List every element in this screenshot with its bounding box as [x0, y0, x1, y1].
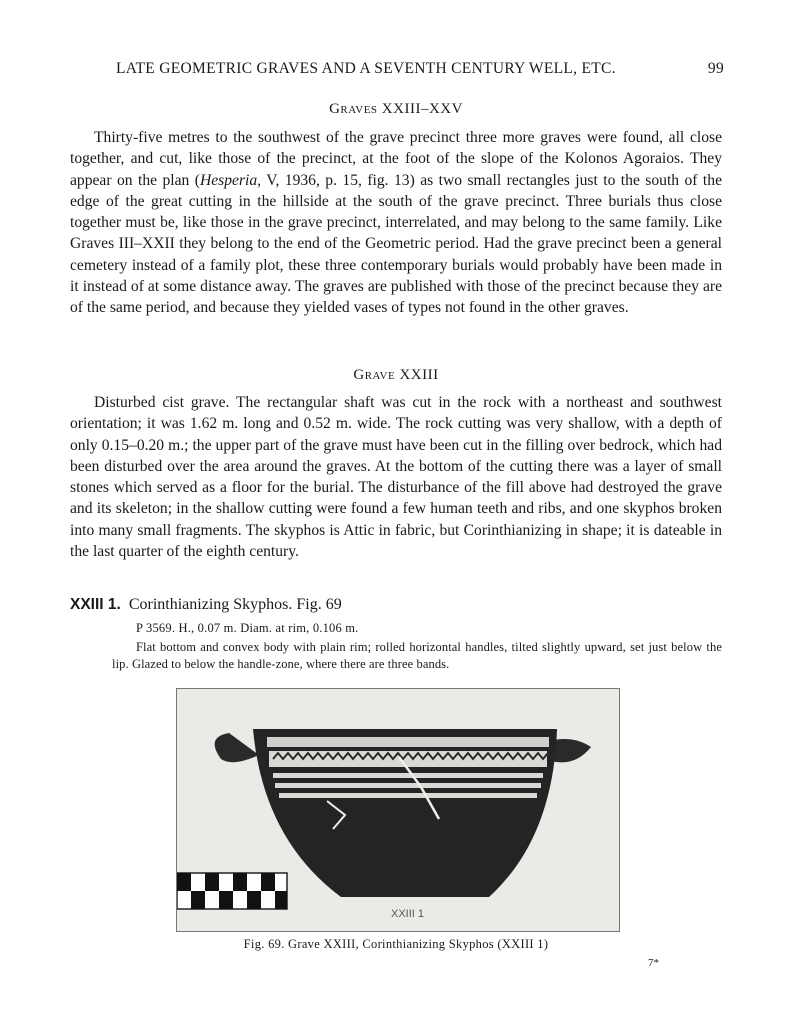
text-run: , V, 1936, p. 15, fig. 13) as two small rectangles just to the south of the edge of the great cutting in the hillside at the south of the grave precinct. Three burials thus close together must be, like those in the grave precinct, interrelated, and may belong to the same family. Like Graves III–XXII they belong to the end of the Geometric period. Had the grave precinct been a general cemetery instead of a family plot, these three contemporary burials would probably have been made in it instead of at some distance away. The graves are published with those of the precinct because they are of the same period, and because they yielded vases of types not found in the other graves. — [70, 171, 722, 317]
skyphos-photo — [177, 689, 619, 931]
catalogue-title: Corinthianizing Skyphos. Fig. 69 — [128, 596, 342, 613]
section-heading-graves: Graves XXIII–XXV — [329, 101, 463, 117]
page-header — [116, 60, 724, 82]
page-number: 99 — [707, 60, 724, 77]
figure-photo — [176, 688, 620, 932]
signature-mark: 7* — [648, 957, 659, 969]
text-run: Thirty-five metres to the southwest of the grave precinct three more graves were found, all close together, and cut, like those of the precinct, at the foot of the slope of the Kolonos Agoraios. They appear on the plan ( — [70, 129, 722, 189]
paragraph-grave23: Disturbed cist grave. The rectangular shaft was cut in the rock with a northeast and southwest orientation; it was 1.62 m. long and 0.52 m. wide. The rock cutting was very shallow, with a depth of only 0.15–0.20 m.; the upper part of the grave must have been cut in the filling over bedrock, which had been disturbed over the area around the graves. At the bottom of the cutting there was a layer of small stones which served as a floor for the burial. The disturbance of the fill above had destroyed the grave and its skeleton; in the shallow cutting were found a few human teeth and ribs, and one skyphos broken into many small fragments. The skyphos is Attic in fabric, but Corinthianizing in shape; it is dateable in the last quarter of the eighth century. — [70, 394, 722, 561]
section-heading-grave23: Grave XXIII — [353, 367, 439, 383]
running-title: LATE GEOMETRIC GRAVES AND A SEVENTH CENTURY WELL, ETC. — [116, 60, 616, 77]
catalogue-id: XXIII 1. — [70, 596, 121, 613]
catalogue-entry-title — [70, 596, 722, 614]
journal-title: Hesperia — [199, 171, 258, 189]
figure-caption: Fig. 69. Grave XXIII, Corinthianizing Skyphos (XXIII 1) — [243, 937, 549, 951]
catalogue-description: Flat bottom and convex body with plain rim; rolled horizontal handles, tilted slightly upward, set just below the lip. Glazed to below the handle-zone, where there are three bands. — [112, 640, 722, 671]
photo-label: XXIII 1 — [391, 908, 425, 920]
paragraph-graves-intro — [70, 127, 722, 319]
catalogue-meta: P 3569. H., 0.07 m. Diam. at rim, 0.106 m. — [136, 621, 359, 635]
